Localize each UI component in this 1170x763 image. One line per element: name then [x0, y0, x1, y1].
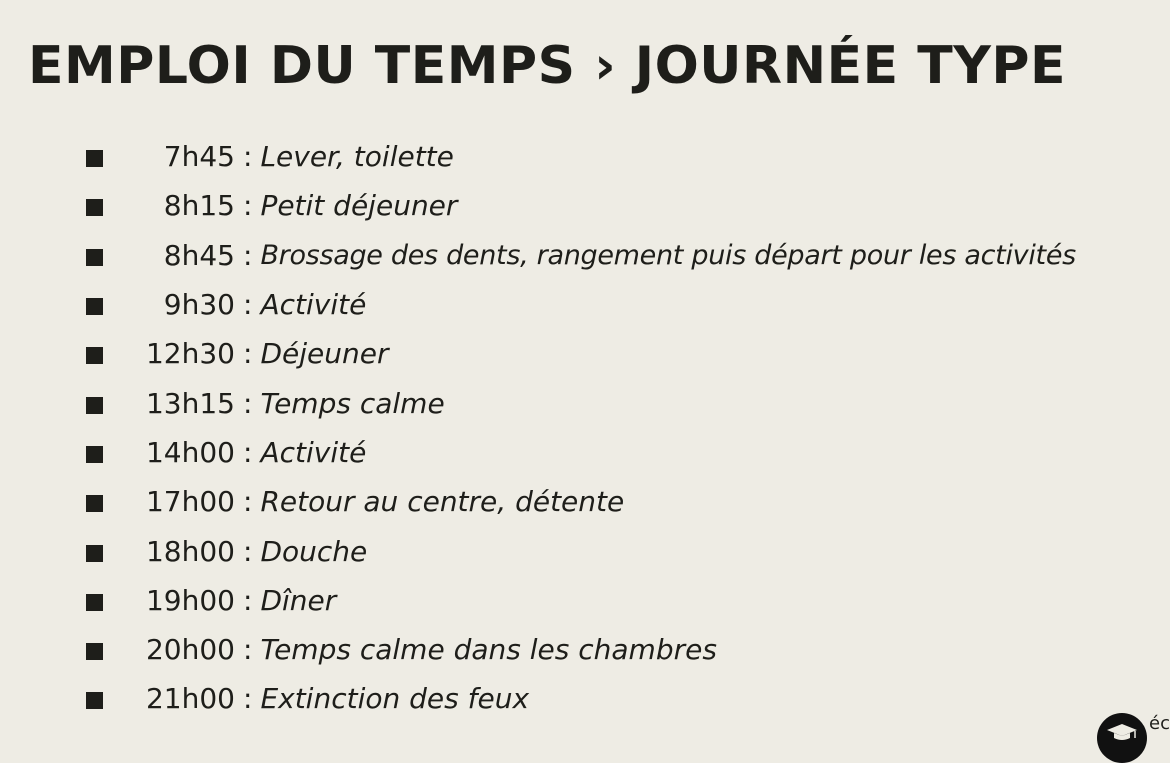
schedule-time: 17h00	[145, 485, 235, 519]
schedule-item-0745	[86, 132, 1076, 181]
schedule-time: 8h15	[163, 189, 235, 223]
schedule-item-1400	[86, 428, 1076, 477]
schedule-activity: Dîner	[260, 583, 337, 617]
schedule-item-0930	[86, 280, 1076, 329]
schedule-time: 18h00	[145, 534, 235, 568]
schedule-separator: :	[243, 583, 253, 617]
schedule-list	[86, 132, 1076, 724]
square-bullet-icon	[86, 643, 103, 660]
schedule-activity: Extinction des feux	[260, 682, 530, 716]
square-bullet-icon	[86, 298, 103, 315]
square-bullet-icon	[86, 495, 103, 512]
schedule-separator: :	[243, 435, 253, 469]
square-bullet-icon	[86, 347, 103, 364]
square-bullet-icon	[86, 397, 103, 414]
schedule-activity: Brossage des dents, rangement puis départ pour les activités	[260, 239, 1076, 271]
schedule-separator: :	[243, 140, 253, 174]
square-bullet-icon	[86, 594, 103, 611]
square-bullet-icon	[86, 692, 103, 709]
schedule-time: 21h00	[145, 682, 235, 716]
schedule-item-2000	[86, 625, 1076, 674]
schedule-item-0815	[86, 181, 1076, 230]
square-bullet-icon	[86, 150, 103, 167]
schedule-activity: Déjeuner	[260, 337, 389, 371]
schedule-time: 9h30	[163, 288, 235, 322]
schedule-separator: :	[243, 633, 253, 667]
schedule-time: 20h00	[145, 633, 235, 667]
schedule-time: 12h30	[145, 337, 235, 371]
schedule-item-1315	[86, 378, 1076, 427]
schedule-activity: Temps calme	[260, 386, 445, 420]
schedule-separator: :	[243, 534, 253, 568]
schedule-activity: Activité	[260, 288, 367, 322]
schedule-time: 19h00	[145, 583, 235, 617]
square-bullet-icon	[86, 199, 103, 216]
square-bullet-icon	[86, 545, 103, 562]
schedule-separator: :	[243, 386, 253, 420]
schedule-activity: Lever, toilette	[260, 140, 454, 174]
logo	[1097, 713, 1170, 749]
schedule-item-1800	[86, 526, 1076, 575]
schedule-separator: :	[243, 682, 253, 716]
schedule-separator: :	[243, 337, 253, 371]
schedule-separator: :	[243, 189, 253, 223]
schedule-activity: Temps calme dans les chambres	[260, 633, 717, 667]
schedule-time: 13h15	[145, 386, 235, 420]
schedule-time: 7h45	[163, 140, 235, 174]
schedule-separator: :	[243, 238, 253, 272]
slide-title: EMPLOI DU TEMPS › JOURNÉE TYPE	[28, 36, 1066, 96]
schedule-separator: :	[243, 485, 253, 519]
schedule-item-0845	[86, 231, 1076, 280]
schedule-item-1900	[86, 576, 1076, 625]
square-bullet-icon	[86, 446, 103, 463]
schedule-time: 14h00	[145, 435, 235, 469]
schedule-separator: :	[243, 288, 253, 322]
square-bullet-icon	[86, 249, 103, 266]
schedule-item-1230	[86, 329, 1076, 378]
logo-text: éc	[1149, 713, 1170, 734]
schedule-activity: Activité	[260, 435, 367, 469]
schedule-item-2100	[86, 674, 1076, 723]
schedule-item-1700	[86, 477, 1076, 526]
schedule-time: 8h45	[163, 238, 235, 272]
schedule-activity: Retour au centre, détente	[260, 485, 625, 519]
schedule-activity: Petit déjeuner	[260, 189, 458, 223]
schedule-activity: Douche	[260, 534, 368, 568]
logo-circle	[1097, 713, 1147, 763]
graduation-cap-icon	[1106, 723, 1138, 741]
